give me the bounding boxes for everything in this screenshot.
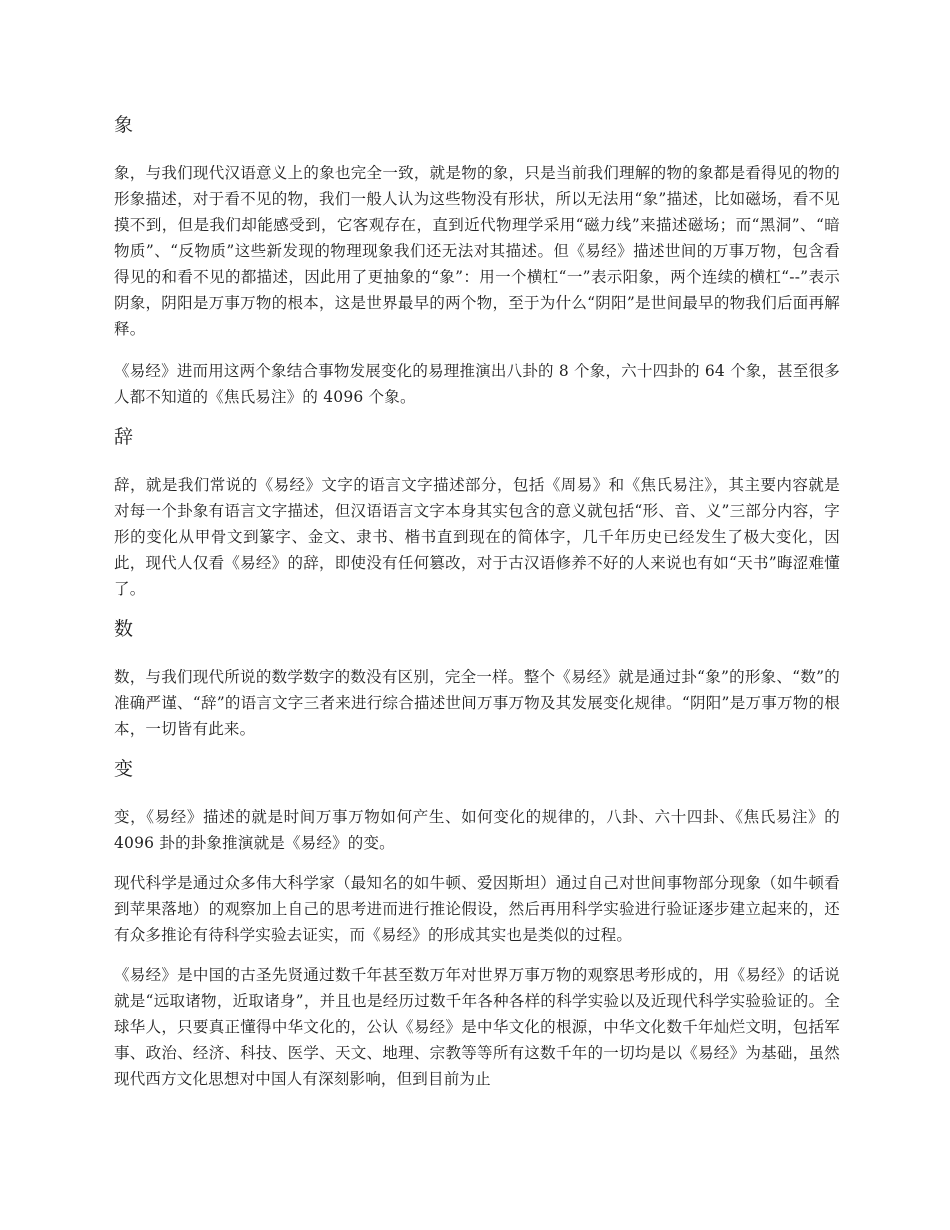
section-heading-xiang: 象	[114, 114, 134, 136]
paragraph: 变，《易经》描述的就是时间万事万物如何产生、如何变化的规律的，八卦、六十四卦、《焦氏易注》的 4096 卦的卦象推演就是《易经》的变。	[114, 808, 840, 852]
paragraph: 象，与我们现代汉语意义上的象也完全一致，就是物的象，只是当前我们理解的物的象都是看得见的物的形象描述，对于看不见的物，我们一般人认为这些物没有形状，所以无法用“象”描述，比如磁场，看不见摸不到，但是我们却能感受到，它客观存在，直到近代物理学采用“磁力线”来描述磁场；而“黑洞”、“暗物质”、“反物质”这些新发现的物理现象我们还无法对其描述。但《易经》描述世间的万事万物，包含看得见的和看不见的都描述，因此用了更抽象的“象”：用一个横杠“一”表示阳象，两个连续的横杠“--”表示阴象，阴阳是万事万物的根本，这是世界最早的两个物，至于为什么“阴阳”是世间最早的物我们后面再解释。	[114, 164, 840, 338]
paragraph: 《易经》是中国的古圣先贤通过数千年甚至数万年对世界万事万物的观察思考形成的，用《易经》的话说就是“远取诸物，近取诸身”，并且也是经历过数千年各种各样的科学实验以及近现代科学实验验证的。全球华人，只要真正懂得中华文化的，公认《易经》是中华文化的根源，中华文化数千年灿烂文明，包括军事、政治、经济、科技、医学、天文、地理、宗教等等所有这数千年的一切均是以《易经》为基础，虽然现代西方文化思想对中国人有深刻影响，但到目前为止	[114, 966, 840, 1088]
section-heading-shu: 数	[114, 618, 134, 640]
paragraph: 数，与我们现代所说的数学数字的数没有区别，完全一样。整个《易经》就是通过卦“象”的形象、“数”的准确严谨、“辞”的语言文字三者来进行综合描述世间万事万物及其发展变化规律。“阴阳”是万事万物的根本，一切皆有此来。	[114, 668, 840, 738]
paragraph: 《易经》进而用这两个象结合事物发展变化的易理推演出八卦的 8 个象，六十四卦的 64 个象，甚至很多人都不知道的《焦氏易注》的 4096 个象。	[114, 362, 840, 406]
document-page	[114, 104, 840, 1092]
paragraph: 辞，就是我们常说的《易经》文字的语言文字描述部分，包括《周易》和《焦氏易注》，其主要内容就是对每一个卦象有语言文字描述，但汉语语言文字本身其实包含的意义就包括“形、音、义”三部分内容，字形的变化从甲骨文到篆字、金文、隶书、楷书直到现在的简体字，几千年历史已经发生了极大变化，因此，现代人仅看《易经》的辞，即使没有任何篡改，对于古汉语修养不好的人来说也有如“天书”晦涩难懂了。	[114, 476, 840, 598]
paragraph: 现代科学是通过众多伟大科学家（最知名的如牛顿、爱因斯坦）通过自己对世间事物部分现象（如牛顿看到苹果落地）的观察加上自己的思考进而进行推论假设，然后再用科学实验进行验证逐步建立起来的，还有众多推论有待科学实验去证实，而《易经》的形成其实也是类似的过程。	[114, 874, 840, 944]
section-heading-bian: 变	[114, 758, 134, 780]
section-heading-ci: 辞	[114, 426, 134, 448]
